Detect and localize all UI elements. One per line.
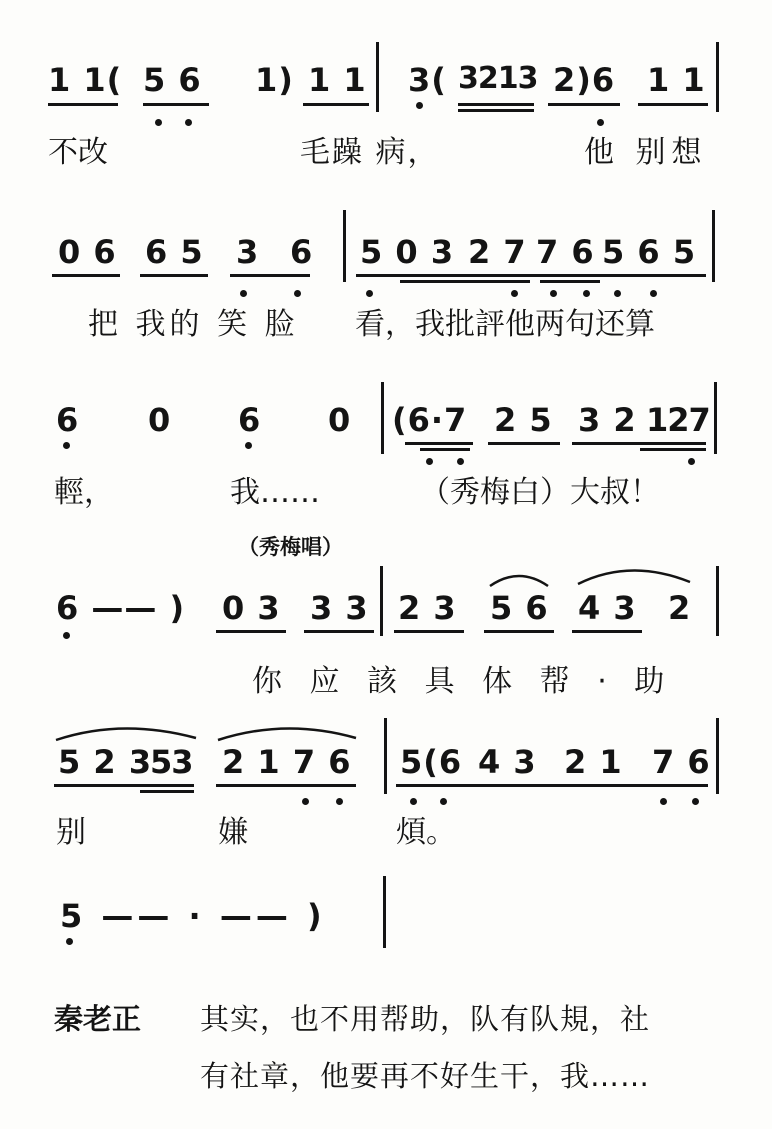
notes-group: 5 2 3	[58, 743, 153, 781]
lyric: （秀梅白）大叔！	[420, 475, 660, 510]
notes-group: 7 6	[536, 233, 595, 271]
notes-group: 5 6 5	[602, 233, 697, 271]
singer-annotation: （秀梅唱）	[238, 535, 343, 559]
notes-group: 2)6	[553, 61, 616, 99]
notes-group: 1 1(	[48, 61, 123, 99]
lyric: 我……	[230, 475, 320, 510]
dialogue-line: 其实，也不用帮助，队有队規，社	[200, 1002, 651, 1036]
notes-group: 4 3	[578, 589, 637, 627]
lyric: 嫌	[218, 815, 248, 850]
notes-group: 0 6	[58, 233, 117, 271]
notes-group: 1)	[255, 61, 294, 99]
lyric: 煩。	[396, 815, 456, 850]
notes-group: (6·7	[392, 401, 468, 439]
notes-group: 5 6	[143, 61, 202, 99]
notes-group: 6 —— )	[56, 589, 186, 627]
notes-group: 2 1	[564, 743, 623, 781]
notes-group: 5 0 3	[360, 233, 455, 271]
slur-arc	[578, 570, 690, 584]
notes-group: 6	[56, 401, 80, 439]
notes-group: 2 1 7 6	[222, 743, 352, 781]
speaker-name: 秦老正	[54, 1002, 142, 1036]
lyric: 把 我的 笑 脸	[88, 307, 299, 342]
notes-group: 3 2	[578, 401, 637, 439]
notes-group: 1 1	[308, 61, 367, 99]
notes-group: 6	[290, 233, 314, 271]
notes-group: 5 —— · —— )	[60, 897, 326, 935]
slur-arc	[56, 728, 196, 740]
notes-group: 3 3	[310, 589, 369, 627]
dialogue-line: 有社章，他要再不好生干，我……	[200, 1059, 651, 1093]
notes-group: 6 5	[145, 233, 204, 271]
notes-group: 4 3	[478, 743, 537, 781]
notes-group: 2 3	[398, 589, 457, 627]
notes-group: 1 1	[647, 61, 706, 99]
notes-group: 3	[236, 233, 260, 271]
slur-arc	[490, 576, 548, 586]
notes-group: 5 6	[490, 589, 549, 627]
lyric: 輕，	[54, 475, 114, 510]
notes-group: 53	[150, 743, 193, 781]
lyric: 看，我批評他两句还算	[355, 307, 655, 342]
notes-group: 6	[238, 401, 262, 439]
notes-group: 2 5	[494, 401, 553, 439]
notes-group: 3(	[408, 61, 447, 99]
lyric: 你 应 該 具 体 帮 · 助	[252, 664, 674, 699]
notes-group: 0	[148, 401, 172, 439]
notes-group: 2 7	[468, 233, 527, 271]
notes-group: 0 3	[222, 589, 281, 627]
slur-arc	[218, 728, 356, 740]
notes-group: 127	[646, 401, 710, 439]
notes-group: 7 6	[652, 743, 711, 781]
lyric: 不改	[48, 135, 108, 170]
notes-group: 0	[328, 401, 352, 439]
lyric: 他 别想	[584, 135, 708, 170]
notes-group: 2	[668, 589, 692, 627]
notes-group: 3213	[458, 61, 538, 96]
notes-group: 5(6	[400, 743, 463, 781]
lyric: 别	[56, 815, 86, 850]
lyric: 毛躁 病，	[300, 135, 440, 170]
